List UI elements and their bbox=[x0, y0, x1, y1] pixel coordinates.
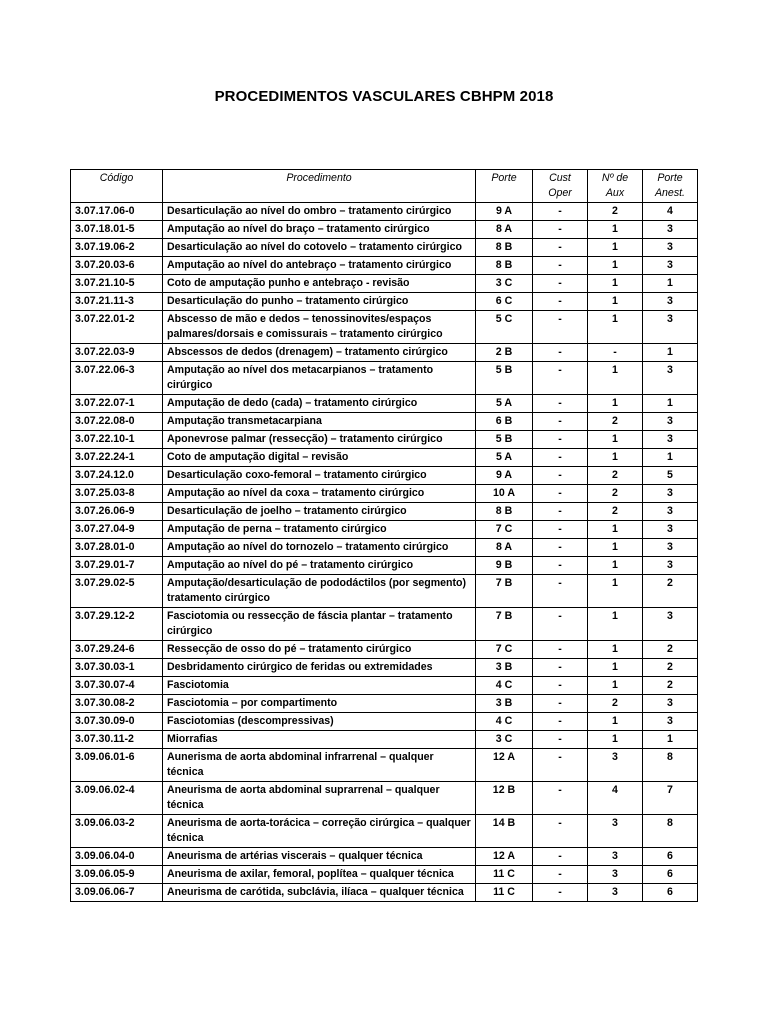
table-row bbox=[71, 293, 698, 311]
codigo-cell: 3.07.29.24-6 bbox=[71, 641, 163, 659]
procedimento-cell: Desarticulação ao nível do cotovelo – tratamento cirúrgico bbox=[163, 239, 476, 257]
cust-oper-cell: - bbox=[533, 659, 588, 677]
aux-cell: 2 bbox=[588, 203, 643, 221]
procedimento-cell: Aneurisma de aorta abdominal suprarrenal – qualquer técnica bbox=[163, 782, 476, 815]
aux-cell: 1 bbox=[588, 239, 643, 257]
porte-anest-cell: 4 bbox=[643, 203, 698, 221]
codigo-cell: 3.09.06.04-0 bbox=[71, 848, 163, 866]
porte-cell: 5 B bbox=[476, 362, 533, 395]
codigo-cell: 3.07.22.24-1 bbox=[71, 449, 163, 467]
table-row bbox=[71, 677, 698, 695]
procedimento-cell: Coto de amputação punho e antebraço - revisão bbox=[163, 275, 476, 293]
porte-anest-cell: 1 bbox=[643, 449, 698, 467]
procedimento-cell: Aunerisma de aorta abdominal infrarrenal – qualquer técnica bbox=[163, 749, 476, 782]
porte-cell: 6 C bbox=[476, 293, 533, 311]
cust-oper-cell: - bbox=[533, 521, 588, 539]
aux-cell: 1 bbox=[588, 731, 643, 749]
procedimento-cell: Amputação ao nível do antebraço – tratamento cirúrgico bbox=[163, 257, 476, 275]
porte-cell: 7 C bbox=[476, 641, 533, 659]
aux-cell: - bbox=[588, 344, 643, 362]
table-row bbox=[71, 239, 698, 257]
codigo-cell: 3.07.29.01-7 bbox=[71, 557, 163, 575]
porte-anest-cell: 3 bbox=[643, 431, 698, 449]
cust-oper-cell: - bbox=[533, 677, 588, 695]
porte-cell: 5 C bbox=[476, 311, 533, 344]
cust-oper-cell: - bbox=[533, 866, 588, 884]
aux-cell: 1 bbox=[588, 257, 643, 275]
procedimento-cell: Abscesso de mão e dedos – tenossinovites/espaços palmares/dorsais e comissurais – tratamento cirúrgico bbox=[163, 311, 476, 344]
aux-cell: 1 bbox=[588, 659, 643, 677]
porte-anest-cell: 3 bbox=[643, 413, 698, 431]
table-row bbox=[71, 641, 698, 659]
procedimento-cell: Aneurisma de axilar, femoral, poplítea – qualquer técnica bbox=[163, 866, 476, 884]
porte-anest-cell: 3 bbox=[643, 293, 698, 311]
procedimento-cell: Fasciotomia – por compartimento bbox=[163, 695, 476, 713]
cust-oper-cell: - bbox=[533, 503, 588, 521]
codigo-cell: 3.07.30.11-2 bbox=[71, 731, 163, 749]
codigo-cell: 3.07.19.06-2 bbox=[71, 239, 163, 257]
cust-oper-cell: - bbox=[533, 293, 588, 311]
codigo-cell: 3.07.24.12.0 bbox=[71, 467, 163, 485]
porte-anest-cell: 6 bbox=[643, 884, 698, 902]
porte-cell: 12 A bbox=[476, 848, 533, 866]
cust-oper-cell: - bbox=[533, 608, 588, 641]
aux-cell: 1 bbox=[588, 713, 643, 731]
header-cust-oper: Cust Oper bbox=[533, 170, 588, 203]
porte-cell: 9 A bbox=[476, 203, 533, 221]
porte-anest-cell: 3 bbox=[643, 311, 698, 344]
cust-oper-cell: - bbox=[533, 815, 588, 848]
aux-cell: 4 bbox=[588, 782, 643, 815]
table-row bbox=[71, 713, 698, 731]
table-row bbox=[71, 362, 698, 395]
table-row bbox=[71, 344, 698, 362]
porte-anest-cell: 2 bbox=[643, 641, 698, 659]
table-row bbox=[71, 866, 698, 884]
porte-anest-cell: 3 bbox=[643, 539, 698, 557]
cust-oper-cell: - bbox=[533, 395, 588, 413]
codigo-cell: 3.07.29.02-5 bbox=[71, 575, 163, 608]
cust-oper-cell: - bbox=[533, 782, 588, 815]
procedimento-cell: Desarticulação ao nível do ombro – tratamento cirúrgico bbox=[163, 203, 476, 221]
porte-anest-cell: 8 bbox=[643, 749, 698, 782]
table-header-row bbox=[71, 170, 698, 203]
table-row bbox=[71, 275, 698, 293]
porte-cell: 9 A bbox=[476, 467, 533, 485]
cust-oper-cell: - bbox=[533, 311, 588, 344]
procedimento-cell: Aneurisma de carótida, subclávia, ilíaca – qualquer técnica bbox=[163, 884, 476, 902]
aux-cell: 1 bbox=[588, 221, 643, 239]
procedimento-cell: Desbridamento cirúrgico de feridas ou extremidades bbox=[163, 659, 476, 677]
porte-cell: 11 C bbox=[476, 866, 533, 884]
porte-cell: 5 A bbox=[476, 449, 533, 467]
cust-oper-cell: - bbox=[533, 641, 588, 659]
codigo-cell: 3.07.30.03-1 bbox=[71, 659, 163, 677]
procedimento-cell: Amputação/desarticulação de pododáctilos (por segmento) tratamento cirúrgico bbox=[163, 575, 476, 608]
codigo-cell: 3.07.27.04-9 bbox=[71, 521, 163, 539]
procedimento-cell: Amputação de perna – tratamento cirúrgico bbox=[163, 521, 476, 539]
procedimento-cell: Miorrafias bbox=[163, 731, 476, 749]
porte-anest-cell: 1 bbox=[643, 275, 698, 293]
aux-cell: 1 bbox=[588, 521, 643, 539]
procedimento-cell: Ressecção de osso do pé – tratamento cirúrgico bbox=[163, 641, 476, 659]
cust-oper-cell: - bbox=[533, 257, 588, 275]
aux-cell: 2 bbox=[588, 467, 643, 485]
procedimento-cell: Amputação de dedo (cada) – tratamento cirúrgico bbox=[163, 395, 476, 413]
procedimento-cell: Desarticulação de joelho – tratamento cirúrgico bbox=[163, 503, 476, 521]
porte-cell: 7 C bbox=[476, 521, 533, 539]
porte-cell: 14 B bbox=[476, 815, 533, 848]
table-row bbox=[71, 449, 698, 467]
header-porte: Porte bbox=[476, 170, 533, 203]
porte-cell: 6 B bbox=[476, 413, 533, 431]
procedimento-cell: Coto de amputação digital – revisão bbox=[163, 449, 476, 467]
porte-anest-cell: 3 bbox=[643, 713, 698, 731]
aux-cell: 1 bbox=[588, 275, 643, 293]
table-row bbox=[71, 203, 698, 221]
table-row bbox=[71, 608, 698, 641]
table-row bbox=[71, 659, 698, 677]
aux-cell: 1 bbox=[588, 311, 643, 344]
porte-anest-cell: 1 bbox=[643, 344, 698, 362]
codigo-cell: 3.07.29.12-2 bbox=[71, 608, 163, 641]
cust-oper-cell: - bbox=[533, 539, 588, 557]
porte-anest-cell: 7 bbox=[643, 782, 698, 815]
cust-oper-cell: - bbox=[533, 575, 588, 608]
cust-oper-cell: - bbox=[533, 362, 588, 395]
aux-cell: 1 bbox=[588, 641, 643, 659]
porte-cell: 8 A bbox=[476, 539, 533, 557]
porte-cell: 2 B bbox=[476, 344, 533, 362]
table-row bbox=[71, 695, 698, 713]
cust-oper-cell: - bbox=[533, 731, 588, 749]
porte-cell: 3 B bbox=[476, 695, 533, 713]
codigo-cell: 3.07.22.01-2 bbox=[71, 311, 163, 344]
codigo-cell: 3.07.21.11-3 bbox=[71, 293, 163, 311]
codigo-cell: 3.07.28.01-0 bbox=[71, 539, 163, 557]
codigo-cell: 3.09.06.05-9 bbox=[71, 866, 163, 884]
header-codigo: Código bbox=[71, 170, 163, 203]
codigo-cell: 3.07.20.03-6 bbox=[71, 257, 163, 275]
aux-cell: 1 bbox=[588, 677, 643, 695]
cust-oper-cell: - bbox=[533, 467, 588, 485]
header-porte-anest: Porte Anest. bbox=[643, 170, 698, 203]
aux-cell: 2 bbox=[588, 485, 643, 503]
aux-cell: 1 bbox=[588, 539, 643, 557]
procedimento-cell: Aneurisma de artérias viscerais – qualquer técnica bbox=[163, 848, 476, 866]
cust-oper-cell: - bbox=[533, 344, 588, 362]
procedimento-cell: Amputação ao nível da coxa – tratamento cirúrgico bbox=[163, 485, 476, 503]
porte-anest-cell: 3 bbox=[643, 362, 698, 395]
table-row bbox=[71, 731, 698, 749]
table-row bbox=[71, 395, 698, 413]
cust-oper-cell: - bbox=[533, 485, 588, 503]
table-row bbox=[71, 221, 698, 239]
aux-cell: 3 bbox=[588, 749, 643, 782]
porte-cell: 5 A bbox=[476, 395, 533, 413]
procedimento-cell: Amputação ao nível do braço – tratamento cirúrgico bbox=[163, 221, 476, 239]
procedures-table bbox=[70, 169, 698, 902]
codigo-cell: 3.07.30.08-2 bbox=[71, 695, 163, 713]
porte-anest-cell: 1 bbox=[643, 395, 698, 413]
porte-cell: 8 B bbox=[476, 239, 533, 257]
codigo-cell: 3.07.25.03-8 bbox=[71, 485, 163, 503]
codigo-cell: 3.07.22.10-1 bbox=[71, 431, 163, 449]
porte-cell: 9 B bbox=[476, 557, 533, 575]
procedimento-cell: Fasciotomias (descompressivas) bbox=[163, 713, 476, 731]
codigo-cell: 3.07.22.06-3 bbox=[71, 362, 163, 395]
procedimento-cell: Amputação ao nível do tornozelo – tratamento cirúrgico bbox=[163, 539, 476, 557]
porte-anest-cell: 3 bbox=[643, 221, 698, 239]
porte-anest-cell: 2 bbox=[643, 575, 698, 608]
cust-oper-cell: - bbox=[533, 239, 588, 257]
cust-oper-cell: - bbox=[533, 275, 588, 293]
header-procedimento: Procedimento bbox=[163, 170, 476, 203]
porte-cell: 7 B bbox=[476, 575, 533, 608]
porte-cell: 8 B bbox=[476, 257, 533, 275]
codigo-cell: 3.09.06.03-2 bbox=[71, 815, 163, 848]
aux-cell: 2 bbox=[588, 695, 643, 713]
porte-anest-cell: 6 bbox=[643, 866, 698, 884]
porte-anest-cell: 3 bbox=[643, 503, 698, 521]
table-row bbox=[71, 815, 698, 848]
porte-anest-cell: 3 bbox=[643, 521, 698, 539]
codigo-cell: 3.09.06.01-6 bbox=[71, 749, 163, 782]
table-row bbox=[71, 413, 698, 431]
porte-cell: 3 B bbox=[476, 659, 533, 677]
table-row bbox=[71, 431, 698, 449]
aux-cell: 1 bbox=[588, 608, 643, 641]
porte-cell: 4 C bbox=[476, 713, 533, 731]
porte-anest-cell: 3 bbox=[643, 239, 698, 257]
porte-cell: 3 C bbox=[476, 731, 533, 749]
codigo-cell: 3.07.22.03-9 bbox=[71, 344, 163, 362]
cust-oper-cell: - bbox=[533, 557, 588, 575]
porte-cell: 12 A bbox=[476, 749, 533, 782]
aux-cell: 3 bbox=[588, 884, 643, 902]
porte-cell: 5 B bbox=[476, 431, 533, 449]
procedimento-cell: Desarticulação do punho – tratamento cirúrgico bbox=[163, 293, 476, 311]
codigo-cell: 3.07.17.06-0 bbox=[71, 203, 163, 221]
porte-cell: 8 B bbox=[476, 503, 533, 521]
header-aux: Nº de Aux bbox=[588, 170, 643, 203]
codigo-cell: 3.07.30.07-4 bbox=[71, 677, 163, 695]
cust-oper-cell: - bbox=[533, 749, 588, 782]
porte-cell: 7 B bbox=[476, 608, 533, 641]
codigo-cell: 3.07.18.01-5 bbox=[71, 221, 163, 239]
table-row bbox=[71, 467, 698, 485]
aux-cell: 1 bbox=[588, 449, 643, 467]
procedimento-cell: Aponevrose palmar (ressecção) – tratamento cirúrgico bbox=[163, 431, 476, 449]
codigo-cell: 3.07.21.10-5 bbox=[71, 275, 163, 293]
table-row bbox=[71, 503, 698, 521]
porte-cell: 8 A bbox=[476, 221, 533, 239]
table-row bbox=[71, 848, 698, 866]
aux-cell: 1 bbox=[588, 557, 643, 575]
porte-anest-cell: 3 bbox=[643, 257, 698, 275]
table-row bbox=[71, 749, 698, 782]
codigo-cell: 3.07.30.09-0 bbox=[71, 713, 163, 731]
porte-cell: 12 B bbox=[476, 782, 533, 815]
porte-anest-cell: 3 bbox=[643, 695, 698, 713]
table-row bbox=[71, 557, 698, 575]
procedimento-cell: Amputação ao nível do pé – tratamento cirúrgico bbox=[163, 557, 476, 575]
aux-cell: 3 bbox=[588, 866, 643, 884]
procedimento-cell: Aneurisma de aorta-torácica – correção cirúrgica – qualquer técnica bbox=[163, 815, 476, 848]
porte-cell: 3 C bbox=[476, 275, 533, 293]
table-row bbox=[71, 485, 698, 503]
table-row bbox=[71, 575, 698, 608]
porte-anest-cell: 2 bbox=[643, 659, 698, 677]
aux-cell: 1 bbox=[588, 293, 643, 311]
document-title: PROCEDIMENTOS VASCULARES CBHPM 2018 bbox=[214, 88, 554, 105]
table-row bbox=[71, 782, 698, 815]
codigo-cell: 3.09.06.06-7 bbox=[71, 884, 163, 902]
porte-anest-cell: 8 bbox=[643, 815, 698, 848]
table-row bbox=[71, 257, 698, 275]
aux-cell: 2 bbox=[588, 503, 643, 521]
cust-oper-cell: - bbox=[533, 431, 588, 449]
porte-anest-cell: 5 bbox=[643, 467, 698, 485]
codigo-cell: 3.07.22.08-0 bbox=[71, 413, 163, 431]
codigo-cell: 3.09.06.02-4 bbox=[71, 782, 163, 815]
cust-oper-cell: - bbox=[533, 848, 588, 866]
porte-anest-cell: 3 bbox=[643, 485, 698, 503]
porte-anest-cell: 3 bbox=[643, 608, 698, 641]
aux-cell: 1 bbox=[588, 575, 643, 608]
porte-anest-cell: 6 bbox=[643, 848, 698, 866]
cust-oper-cell: - bbox=[533, 695, 588, 713]
aux-cell: 1 bbox=[588, 362, 643, 395]
porte-cell: 10 A bbox=[476, 485, 533, 503]
table-row bbox=[71, 884, 698, 902]
procedimento-cell: Amputação transmetacarpiana bbox=[163, 413, 476, 431]
procedimento-cell: Desarticulação coxo-femoral – tratamento cirúrgico bbox=[163, 467, 476, 485]
cust-oper-cell: - bbox=[533, 221, 588, 239]
codigo-cell: 3.07.22.07-1 bbox=[71, 395, 163, 413]
procedimento-cell: Abscessos de dedos (drenagem) – tratamento cirúrgico bbox=[163, 344, 476, 362]
cust-oper-cell: - bbox=[533, 413, 588, 431]
porte-anest-cell: 2 bbox=[643, 677, 698, 695]
porte-cell: 11 C bbox=[476, 884, 533, 902]
cust-oper-cell: - bbox=[533, 884, 588, 902]
cust-oper-cell: - bbox=[533, 449, 588, 467]
aux-cell: 1 bbox=[588, 431, 643, 449]
procedimento-cell: Amputação ao nível dos metacarpianos – tratamento cirúrgico bbox=[163, 362, 476, 395]
procedimento-cell: Fasciotomia bbox=[163, 677, 476, 695]
cust-oper-cell: - bbox=[533, 203, 588, 221]
cust-oper-cell: - bbox=[533, 713, 588, 731]
aux-cell: 3 bbox=[588, 815, 643, 848]
table-row bbox=[71, 539, 698, 557]
aux-cell: 2 bbox=[588, 413, 643, 431]
porte-anest-cell: 3 bbox=[643, 557, 698, 575]
codigo-cell: 3.07.26.06-9 bbox=[71, 503, 163, 521]
procedimento-cell: Fasciotomia ou ressecção de fáscia plantar – tratamento cirúrgico bbox=[163, 608, 476, 641]
aux-cell: 3 bbox=[588, 848, 643, 866]
porte-cell: 4 C bbox=[476, 677, 533, 695]
aux-cell: 1 bbox=[588, 395, 643, 413]
porte-anest-cell: 1 bbox=[643, 731, 698, 749]
table-row bbox=[71, 521, 698, 539]
table-row bbox=[71, 311, 698, 344]
